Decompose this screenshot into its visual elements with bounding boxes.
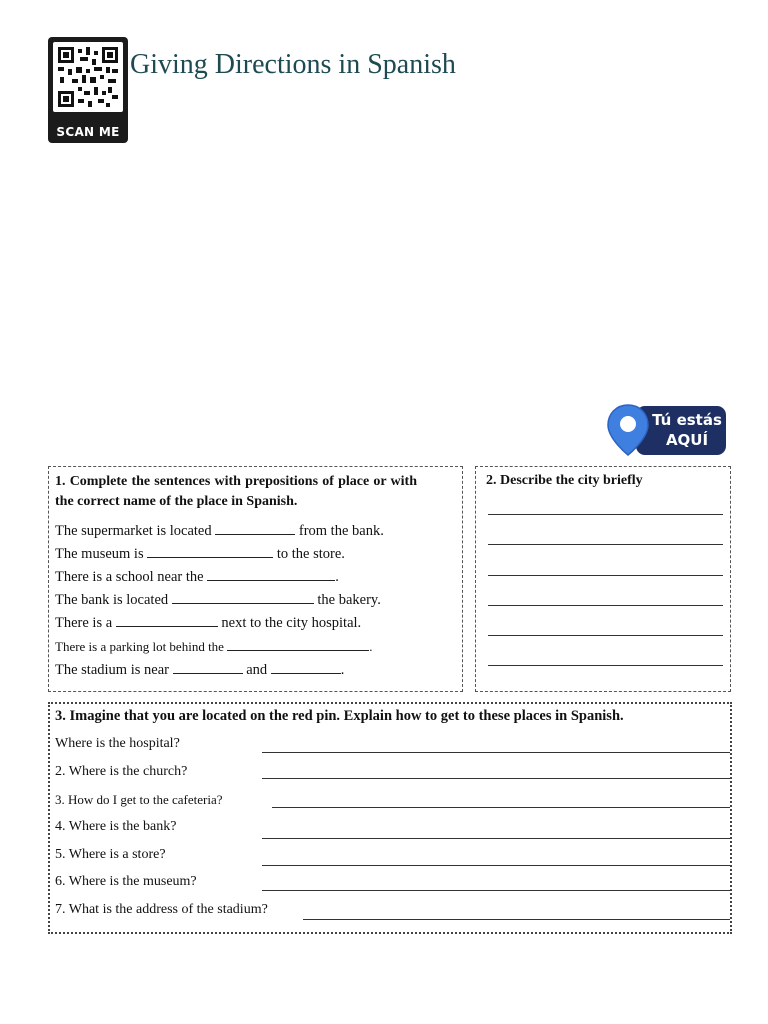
question-3: 3. How do I get to the cafeteria? [55, 792, 223, 807]
exercise-1-box [48, 466, 463, 692]
sentence-2 [55, 545, 345, 563]
sentence-5 [55, 614, 361, 632]
sentence-3 [55, 568, 339, 586]
sentence-4 [55, 591, 381, 609]
answer-line[interactable] [303, 919, 730, 920]
question-1: Where is the hospital? [55, 736, 180, 751]
location-pin-icon [606, 403, 652, 457]
answer-line[interactable] [272, 807, 730, 808]
sentence-text: . [335, 569, 339, 585]
answer-blank[interactable] [215, 522, 295, 535]
answer-line[interactable] [262, 865, 730, 866]
sentence-text: The bank is located [55, 592, 169, 608]
page-title: Giving Directions in Spanish [130, 49, 456, 80]
question-4: 4. Where is the bank? [55, 819, 177, 834]
badge-text-line1: Tú estás [652, 411, 722, 429]
answer-line[interactable] [262, 890, 730, 891]
sentence-text: There is a parking lot behind the [55, 639, 224, 654]
sentence-text: . [340, 662, 345, 678]
sentence-6 [55, 638, 372, 655]
qr-code-pattern [53, 42, 123, 112]
sentence-text: the bakery. [317, 592, 381, 608]
exercise-3-box [48, 702, 732, 934]
writing-line[interactable] [488, 514, 723, 515]
question-2: 2. Where is the church? [55, 764, 188, 779]
sentence-text: to the store. [276, 546, 345, 562]
exercise-1-heading: 1. Complete the sentences with prepositions of place or with the correct name of the place in Spanish. [55, 474, 417, 509]
writing-line[interactable] [488, 605, 723, 606]
answer-blank[interactable] [147, 545, 273, 558]
sentence-text: The museum is [55, 546, 144, 562]
answer-blank[interactable] [271, 661, 341, 674]
question-5: 5. Where is a store? [55, 847, 166, 862]
badge-text-line2: AQUÍ [665, 431, 709, 449]
qr-icon [58, 47, 118, 107]
answer-line[interactable] [262, 838, 730, 839]
writing-line[interactable] [488, 544, 723, 545]
writing-line[interactable] [488, 635, 723, 636]
sentence-text: There is a [55, 615, 113, 631]
answer-blank[interactable] [173, 661, 243, 674]
qr-code [48, 37, 128, 143]
exercise-2-box [475, 466, 731, 692]
writing-line[interactable] [488, 665, 723, 666]
sentence-text: The supermarket is located [55, 523, 212, 539]
answer-blank[interactable] [207, 568, 335, 581]
exercise-2-heading: 2. Describe the city briefly [486, 473, 643, 488]
question-7: 7. What is the address of the stadium? [55, 902, 268, 917]
sentence-text: from the bank. [298, 523, 384, 539]
sentence-1 [55, 522, 384, 540]
answer-blank[interactable] [116, 614, 218, 627]
question-6: 6. Where is the museum? [55, 874, 197, 889]
sentence-text: . [369, 639, 373, 654]
qr-label: SCAN ME [56, 125, 120, 139]
sentence-text: and [246, 662, 268, 678]
sentence-7 [55, 661, 344, 679]
answer-blank[interactable] [227, 638, 369, 651]
exercise-3-heading: 3. Imagine that you are located on the red pin. Explain how to get to these places in Spanish. [55, 708, 624, 724]
writing-line[interactable] [488, 575, 723, 576]
sentence-text: next to the city hospital. [221, 615, 362, 631]
you-are-here-badge [606, 403, 730, 457]
answer-blank[interactable] [172, 591, 314, 604]
answer-line[interactable] [262, 778, 730, 779]
answer-line[interactable] [262, 752, 730, 753]
sentence-text: There is a school near the [55, 569, 204, 585]
sentence-text: The stadium is near [55, 662, 169, 678]
